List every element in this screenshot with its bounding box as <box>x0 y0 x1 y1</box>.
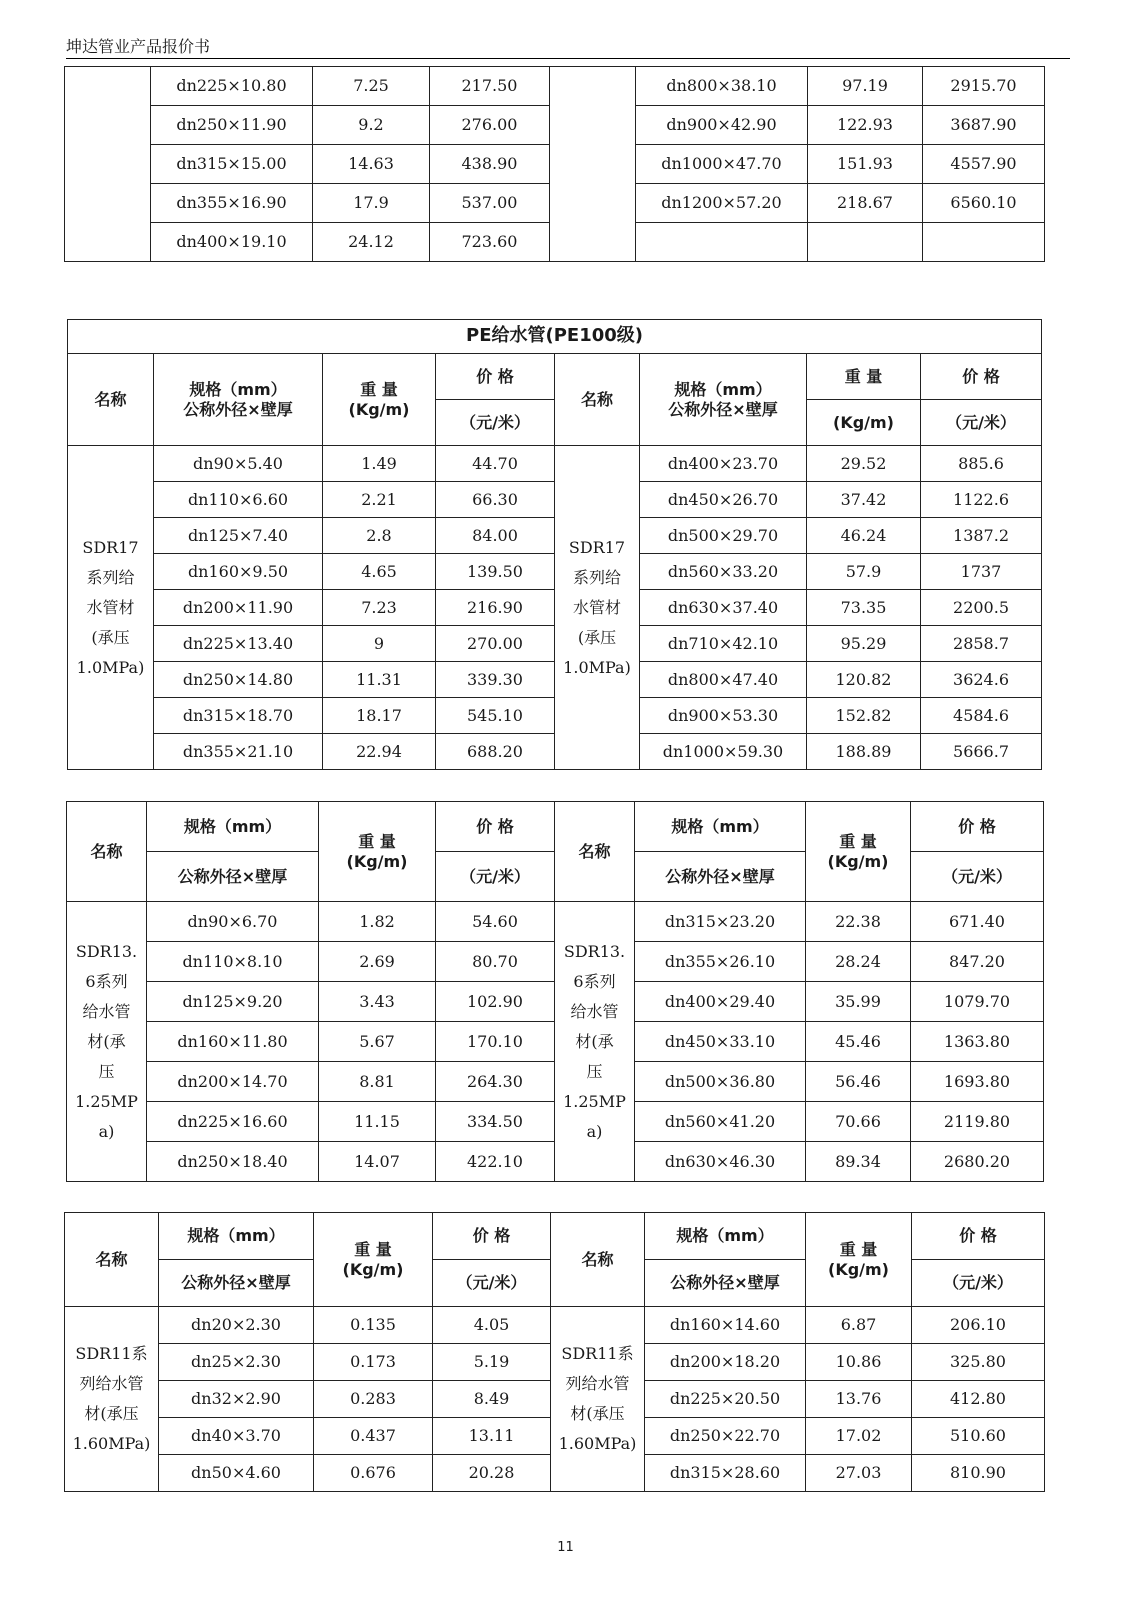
name-line: 水管材 <box>86 597 135 617</box>
price-cell: 1363.80 <box>911 1022 1044 1062</box>
price-cell: 217.50 <box>430 67 550 106</box>
weight-cell: 95.29 <box>807 626 921 662</box>
table-sdr13-6 <box>66 801 1044 1182</box>
weight-cell: 5.67 <box>319 1022 436 1062</box>
name-line: SDR17 <box>568 537 626 557</box>
name-line: 材(承压 <box>570 1404 625 1423</box>
header-spec: 规格（mm） <box>159 1213 314 1260</box>
weight-cell: 122.93 <box>808 106 923 145</box>
weight-cell: 13.76 <box>806 1381 912 1418</box>
name-line: SDR11系 <box>75 1344 148 1363</box>
table-fragment-top <box>64 66 1045 262</box>
weight-cell: 14.07 <box>319 1142 436 1182</box>
name-line: 压 <box>586 1061 603 1081</box>
spec-cell: dn32×2.90 <box>159 1381 314 1418</box>
spec-cell: dn355×16.90 <box>151 184 313 223</box>
price-cell: 1387.2 <box>921 518 1042 554</box>
price-cell: 688.20 <box>436 734 555 770</box>
header-weight: 重 量 <box>807 354 921 400</box>
price-cell: 5.19 <box>433 1344 551 1381</box>
header-price-unit: （元/米） <box>436 852 555 902</box>
weight-cell: 22.94 <box>323 734 436 770</box>
weight-cell: 56.46 <box>806 1062 911 1102</box>
spec-cell: dn1000×47.70 <box>636 145 808 184</box>
price-cell: 2858.7 <box>921 626 1042 662</box>
weight-cell: 73.35 <box>807 590 921 626</box>
name-line: SDR13. <box>563 941 626 961</box>
weight-cell: 27.03 <box>806 1455 912 1492</box>
price-cell: 4.05 <box>433 1307 551 1344</box>
table-row <box>65 1307 1045 1344</box>
weight-cell: 70.66 <box>806 1102 911 1142</box>
header-spec-sub: 公称外径×壁厚 <box>147 852 319 902</box>
spec-cell: dn110×8.10 <box>147 942 319 982</box>
header-price-unit: （元/米） <box>912 1260 1045 1307</box>
name-line: (承压 <box>91 627 130 647</box>
header-name: 名称 <box>65 1213 159 1307</box>
weight-cell: 24.12 <box>313 223 430 262</box>
spec-cell: dn400×19.10 <box>151 223 313 262</box>
weight-cell: 7.25 <box>313 67 430 106</box>
table-sdr17 <box>67 319 1042 770</box>
weight-cell: 17.02 <box>806 1418 912 1455</box>
weight-cell: 10.86 <box>806 1344 912 1381</box>
spec-cell: dn90×5.40 <box>154 446 323 482</box>
spec-cell: dn225×16.60 <box>147 1102 319 1142</box>
spec-cell: dn250×22.70 <box>645 1418 806 1455</box>
spec-cell: dn50×4.60 <box>159 1455 314 1492</box>
weight-cell: 0.437 <box>314 1418 433 1455</box>
price-cell: 412.80 <box>912 1381 1045 1418</box>
spec-cell: dn250×18.40 <box>147 1142 319 1182</box>
series-name-left <box>65 1307 159 1492</box>
spec-cell: dn315×15.00 <box>151 145 313 184</box>
header-spec: 规格（mm） <box>645 1213 806 1260</box>
spec-cell: dn560×33.20 <box>640 554 807 590</box>
spec-cell: dn315×23.20 <box>635 902 806 942</box>
weight-cell: 0.173 <box>314 1344 433 1381</box>
empty-name-cell <box>65 67 151 262</box>
weight-cell: 35.99 <box>806 982 911 1022</box>
price-cell: 2915.70 <box>923 67 1045 106</box>
price-cell: 8.49 <box>433 1381 551 1418</box>
price-cell: 170.10 <box>436 1022 555 1062</box>
header-weight: 重 量 (Kg/m) <box>806 1213 912 1307</box>
price-cell: 13.11 <box>433 1418 551 1455</box>
weight-cell: 7.23 <box>323 590 436 626</box>
spec-cell: dn710×42.10 <box>640 626 807 662</box>
weight-cell: 97.19 <box>808 67 923 106</box>
weight-cell: 0.676 <box>314 1455 433 1492</box>
name-line: 压 <box>98 1061 115 1081</box>
price-cell: 545.10 <box>436 698 555 734</box>
weight-cell: 152.82 <box>807 698 921 734</box>
name-line: 系列给 <box>86 567 135 587</box>
weight-cell: 6.87 <box>806 1307 912 1344</box>
price-cell: 5666.7 <box>921 734 1042 770</box>
table-title: PE给水管(PE100级) <box>68 320 1042 354</box>
price-cell: 510.60 <box>912 1418 1045 1455</box>
name-line: 材(承压 <box>84 1404 139 1423</box>
spec-cell: dn125×9.20 <box>147 982 319 1022</box>
spec-cell: dn400×23.70 <box>640 446 807 482</box>
page-number: 11 <box>557 1540 574 1555</box>
spec-cell: dn40×3.70 <box>159 1418 314 1455</box>
table-sdr11 <box>64 1212 1045 1492</box>
price-cell: 1693.80 <box>911 1062 1044 1102</box>
price-cell: 66.30 <box>436 482 555 518</box>
price-cell: 84.00 <box>436 518 555 554</box>
spec-cell: dn1000×59.30 <box>640 734 807 770</box>
spec-cell: dn450×26.70 <box>640 482 807 518</box>
weight-cell: 3.43 <box>319 982 436 1022</box>
price-cell: 723.60 <box>430 223 550 262</box>
spec-cell: dn250×11.90 <box>151 106 313 145</box>
header-price: 价 格 <box>921 354 1042 400</box>
weight-cell: 188.89 <box>807 734 921 770</box>
weight-cell: 9.2 <box>313 106 430 145</box>
price-cell: 1737 <box>921 554 1042 590</box>
spec-cell: dn160×11.80 <box>147 1022 319 1062</box>
table-row <box>67 902 1044 942</box>
name-line: 列给水管 <box>565 1374 630 1393</box>
spec-cell: dn315×18.70 <box>154 698 323 734</box>
spec-cell: dn160×9.50 <box>154 554 323 590</box>
spec-cell: dn560×41.20 <box>635 1102 806 1142</box>
weight-cell: 57.9 <box>807 554 921 590</box>
price-cell: 44.70 <box>436 446 555 482</box>
price-cell: 4557.90 <box>923 145 1045 184</box>
header-name: 名称 <box>555 354 640 446</box>
spec-cell: dn25×2.30 <box>159 1344 314 1381</box>
series-name-left <box>67 902 147 1182</box>
weight-cell: 2.21 <box>323 482 436 518</box>
price-cell: 847.20 <box>911 942 1044 982</box>
spec-cell: dn200×14.70 <box>147 1062 319 1102</box>
header-spec-sub: 公称外径×壁厚 <box>159 1260 314 1307</box>
weight-cell: 218.67 <box>808 184 923 223</box>
header-name: 名称 <box>551 1213 645 1307</box>
spec-cell: dn1200×57.20 <box>636 184 808 223</box>
price-cell: 3687.90 <box>923 106 1045 145</box>
weight-cell: 151.93 <box>808 145 923 184</box>
price-cell: 6560.10 <box>923 184 1045 223</box>
header-spec: 规格（mm） <box>147 802 319 852</box>
weight-cell: 0.135 <box>314 1307 433 1344</box>
weight-cell: 46.24 <box>807 518 921 554</box>
header-price: 价 格 <box>433 1213 551 1260</box>
name-line: 水管材 <box>572 597 621 617</box>
weight-cell: 17.9 <box>313 184 430 223</box>
price-cell: 4584.6 <box>921 698 1042 734</box>
spec-cell: dn225×13.40 <box>154 626 323 662</box>
name-line: 1.25MP <box>75 1091 138 1111</box>
header-price: 价 格 <box>436 802 555 852</box>
weight-cell: 1.82 <box>319 902 436 942</box>
spec-cell: dn900×53.30 <box>640 698 807 734</box>
header-weight: 重 量 (Kg/m) <box>323 354 436 446</box>
spec-cell: dn125×7.40 <box>154 518 323 554</box>
header-name: 名称 <box>67 802 147 902</box>
spec-cell: dn90×6.70 <box>147 902 319 942</box>
weight-cell: 1.49 <box>323 446 436 482</box>
price-cell: 270.00 <box>436 626 555 662</box>
price-cell: 810.90 <box>912 1455 1045 1492</box>
weight-cell: 45.46 <box>806 1022 911 1062</box>
spec-cell: dn200×11.90 <box>154 590 323 626</box>
name-line: 6系列 <box>573 971 616 991</box>
header-weight: 重 量 (Kg/m) <box>319 802 436 902</box>
page-header <box>66 30 1070 59</box>
header-spec-sub: 公称外径×壁厚 <box>645 1260 806 1307</box>
name-line: 材(承 <box>87 1031 126 1051</box>
price-cell: 438.90 <box>430 145 550 184</box>
price-cell <box>923 223 1045 262</box>
name-line: SDR11系 <box>561 1344 634 1363</box>
spec-cell: dn800×38.10 <box>636 67 808 106</box>
price-cell: 1079.70 <box>911 982 1044 1022</box>
price-cell: 3624.6 <box>921 662 1042 698</box>
header-price-unit: （元/米） <box>436 400 555 446</box>
price-cell: 422.10 <box>436 1142 555 1182</box>
name-line: 材(承 <box>575 1031 614 1051</box>
name-line: 给水管 <box>82 1001 131 1021</box>
name-line: a) <box>98 1121 115 1141</box>
spec-cell: dn200×18.20 <box>645 1344 806 1381</box>
name-line: 1.25MP <box>563 1091 626 1111</box>
spec-cell: dn900×42.90 <box>636 106 808 145</box>
name-line: 1.0MPa) <box>563 657 631 677</box>
header-price: 价 格 <box>436 354 555 400</box>
weight-cell: 14.63 <box>313 145 430 184</box>
weight-cell: 11.15 <box>319 1102 436 1142</box>
spec-cell: dn500×29.70 <box>640 518 807 554</box>
price-cell: 537.00 <box>430 184 550 223</box>
header-spec-sub: 公称外径×壁厚 <box>635 852 806 902</box>
weight-cell: 22.38 <box>806 902 911 942</box>
header-price-unit: （元/米） <box>921 400 1042 446</box>
spec-cell: dn355×26.10 <box>635 942 806 982</box>
name-line: SDR17 <box>82 537 139 557</box>
price-cell: 334.50 <box>436 1102 555 1142</box>
weight-cell: 2.8 <box>323 518 436 554</box>
weight-cell: 11.31 <box>323 662 436 698</box>
weight-cell: 0.283 <box>314 1381 433 1418</box>
spec-cell: dn20×2.30 <box>159 1307 314 1344</box>
spec-cell: dn315×28.60 <box>645 1455 806 1492</box>
name-line: 6系列 <box>85 971 128 991</box>
weight-cell: 29.52 <box>807 446 921 482</box>
spec-cell: dn630×37.40 <box>640 590 807 626</box>
price-cell: 206.10 <box>912 1307 1045 1344</box>
price-cell: 2200.5 <box>921 590 1042 626</box>
header-price-unit: （元/米） <box>911 852 1044 902</box>
header-spec: 规格（mm） 公称外径×壁厚 <box>154 354 323 446</box>
header-weight: 重 量 (Kg/m) <box>314 1213 433 1307</box>
empty-name-cell <box>550 67 636 262</box>
weight-cell: 28.24 <box>806 942 911 982</box>
weight-cell: 18.17 <box>323 698 436 734</box>
weight-cell: 8.81 <box>319 1062 436 1102</box>
name-line: 1.60MPa) <box>558 1434 637 1453</box>
price-cell: 325.80 <box>912 1344 1045 1381</box>
spec-cell: dn225×20.50 <box>645 1381 806 1418</box>
spec-cell: dn500×36.80 <box>635 1062 806 1102</box>
price-cell: 54.60 <box>436 902 555 942</box>
weight-cell: 89.34 <box>806 1142 911 1182</box>
spec-cell: dn110×6.60 <box>154 482 323 518</box>
spec-cell: dn400×29.40 <box>635 982 806 1022</box>
series-name-left <box>68 446 154 770</box>
name-line: 1.0MPa) <box>76 657 145 677</box>
price-cell: 276.00 <box>430 106 550 145</box>
header-price: 价 格 <box>912 1213 1045 1260</box>
name-line: 1.60MPa) <box>72 1434 151 1453</box>
price-cell: 339.30 <box>436 662 555 698</box>
name-line: (承压 <box>577 627 617 647</box>
spec-cell: dn800×47.40 <box>640 662 807 698</box>
series-name-right <box>555 902 635 1182</box>
weight-cell: 4.65 <box>323 554 436 590</box>
header-spec: 规格（mm） <box>635 802 806 852</box>
weight-cell: 120.82 <box>807 662 921 698</box>
price-cell: 1122.6 <box>921 482 1042 518</box>
price-cell: 2119.80 <box>911 1102 1044 1142</box>
header-name: 名称 <box>68 354 154 446</box>
name-line: 给水管 <box>570 1001 619 1021</box>
name-line: SDR13. <box>75 941 138 961</box>
name-line: 系列给 <box>572 567 621 587</box>
header-title: 坤达管业产品报价书 <box>66 37 211 56</box>
name-line: 列给水管 <box>79 1374 144 1393</box>
header-spec: 规格（mm） 公称外径×壁厚 <box>640 354 807 446</box>
price-cell: 264.30 <box>436 1062 555 1102</box>
header-weight: 重 量 (Kg/m) <box>806 802 911 902</box>
price-cell: 139.50 <box>436 554 555 590</box>
spec-cell <box>636 223 808 262</box>
series-name-right <box>551 1307 645 1492</box>
price-cell: 2680.20 <box>911 1142 1044 1182</box>
name-line: a) <box>586 1121 603 1141</box>
spec-cell: dn355×21.10 <box>154 734 323 770</box>
spec-cell: dn630×46.30 <box>635 1142 806 1182</box>
price-cell: 885.6 <box>921 446 1042 482</box>
weight-cell: 2.69 <box>319 942 436 982</box>
header-name: 名称 <box>555 802 635 902</box>
spec-cell: dn450×33.10 <box>635 1022 806 1062</box>
weight-cell: 9 <box>323 626 436 662</box>
header-price-unit: （元/米） <box>433 1260 551 1307</box>
price-cell: 216.90 <box>436 590 555 626</box>
table-row <box>68 446 1042 482</box>
spec-cell: dn250×14.80 <box>154 662 323 698</box>
price-cell: 102.90 <box>436 982 555 1022</box>
price-cell: 80.70 <box>436 942 555 982</box>
table-row <box>65 67 1045 106</box>
price-cell: 20.28 <box>433 1455 551 1492</box>
header-weight-unit: (Kg/m) <box>807 400 921 446</box>
price-cell: 671.40 <box>911 902 1044 942</box>
weight-cell <box>808 223 923 262</box>
spec-cell: dn225×10.80 <box>151 67 313 106</box>
series-name-right <box>555 446 640 770</box>
spec-cell: dn160×14.60 <box>645 1307 806 1344</box>
header-price: 价 格 <box>911 802 1044 852</box>
weight-cell: 37.42 <box>807 482 921 518</box>
